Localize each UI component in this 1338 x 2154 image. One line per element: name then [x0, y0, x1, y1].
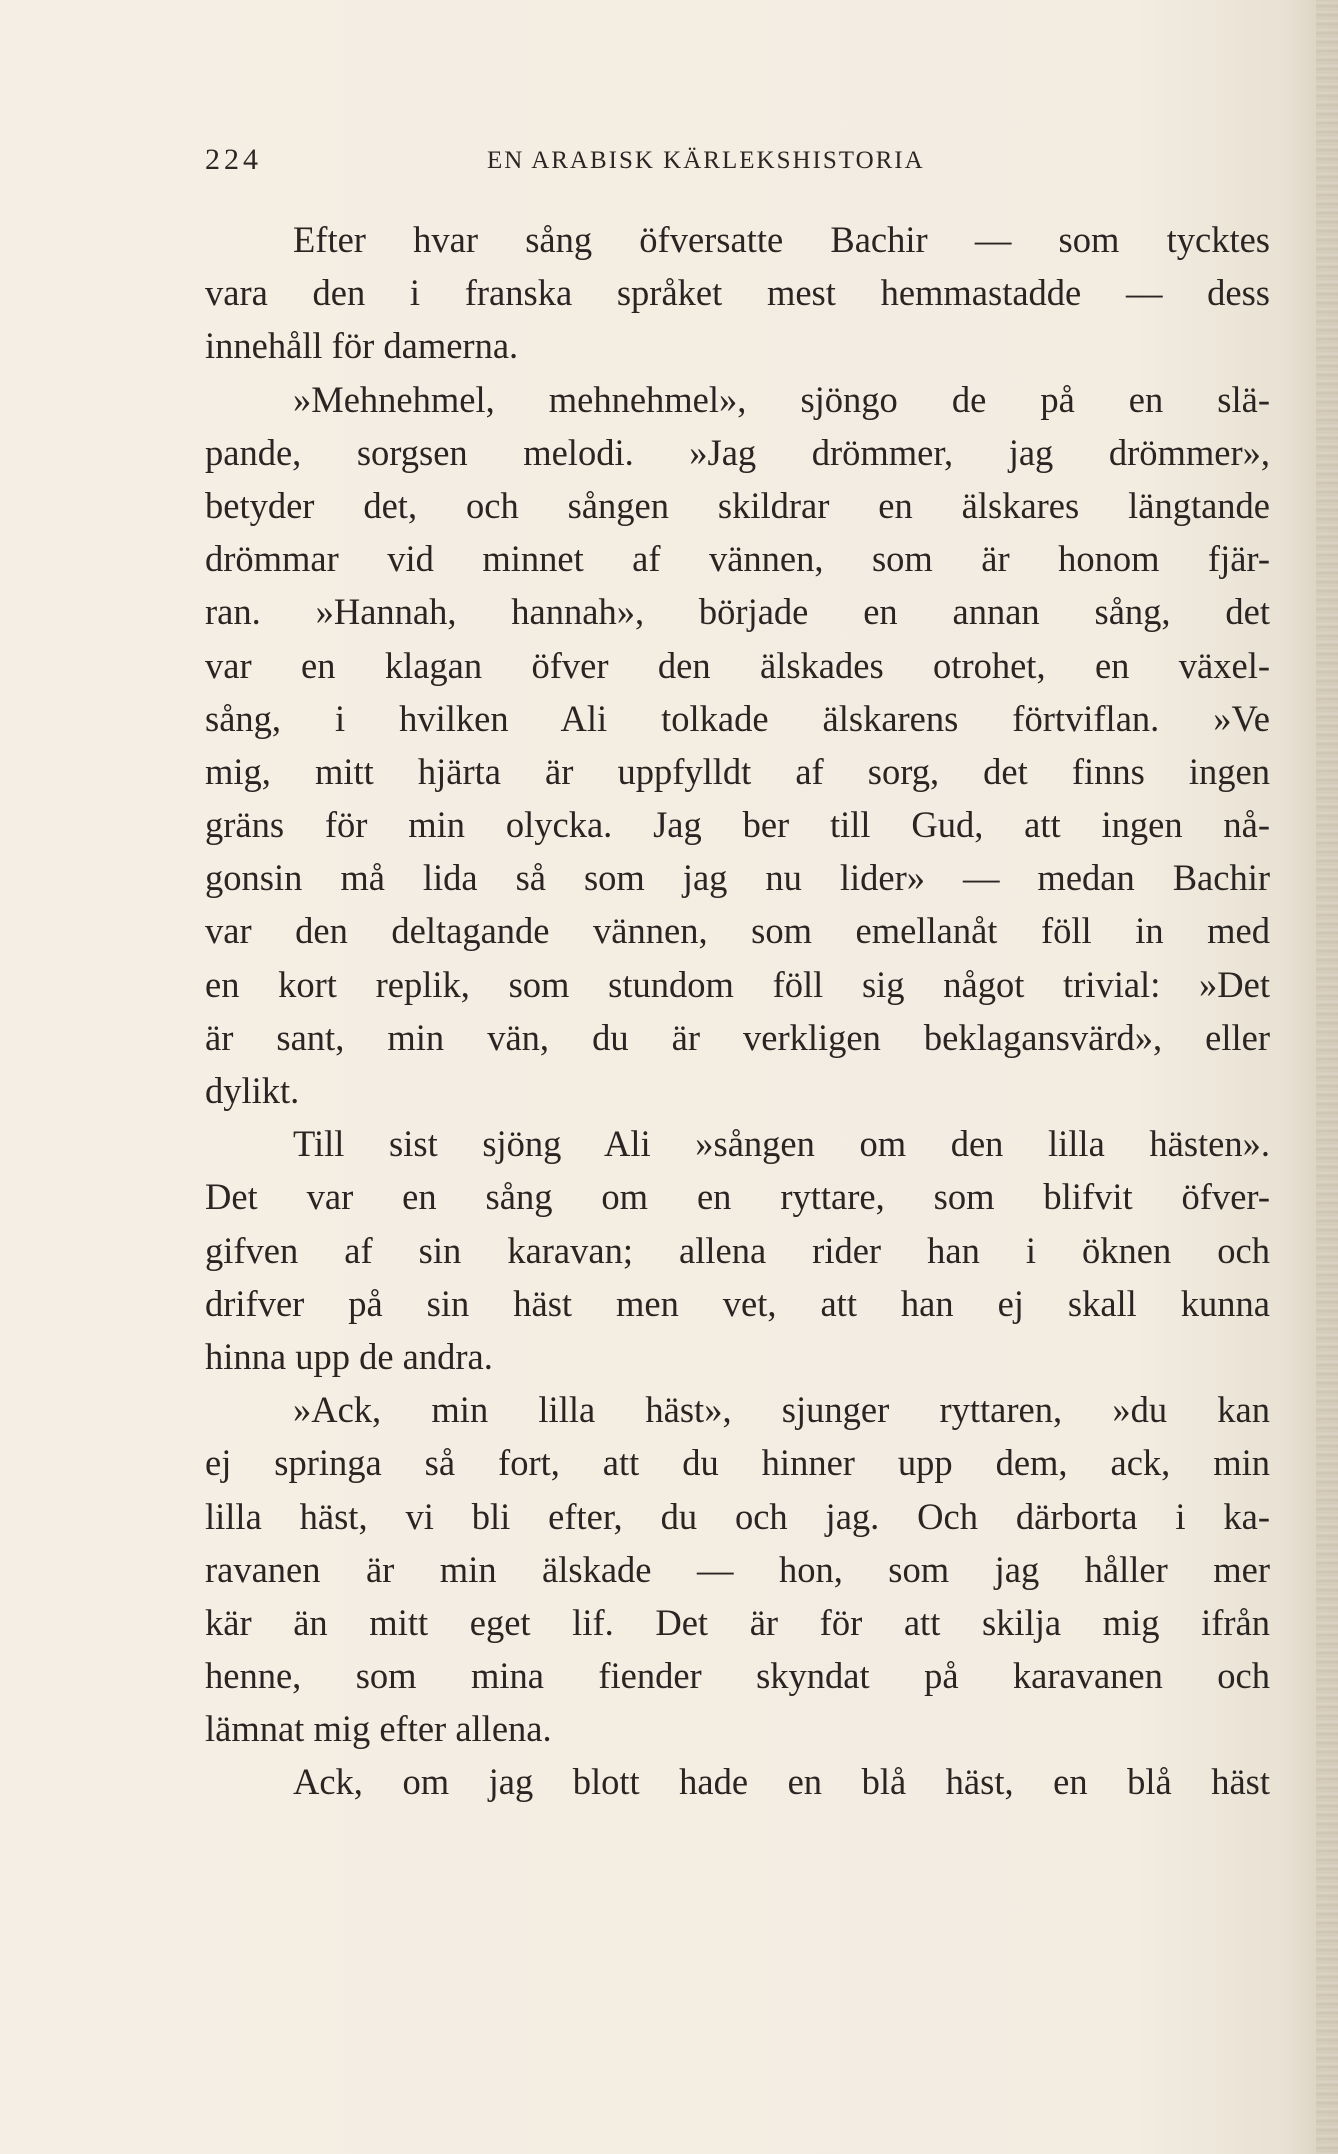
text-line: »Ack, min lilla häst», sjunger ryttaren, »du kan [293, 1389, 1270, 1431]
text-line: var en klagan öfver den älskades otrohet, en växel- [205, 644, 1270, 686]
page-number: 224 [205, 143, 262, 176]
text-line: »Mehnehmel, mehnehmel», sjöngo de på en slä- [293, 378, 1270, 420]
text-line: lämnat mig efter allena. [205, 1708, 552, 1750]
page-edge [1316, 0, 1338, 2154]
text-line: ej springa så fort, att du hinner upp dem, ack, min [205, 1442, 1270, 1484]
text-line: sång, i hvilken Ali tolkade älskarens förtviflan. »Ve [205, 697, 1270, 739]
text-line: kär än mitt eget lif. Det är för att skilja mig ifrån [205, 1601, 1270, 1643]
text-line: betyder det, och sången skildrar en älskares längtande [205, 484, 1270, 526]
text-line: ran. »Hannah, hannah», började en annan sång, det [205, 591, 1270, 633]
text-line: vara den i franska språket mest hemmastadde — dess [205, 272, 1270, 314]
running-title: EN ARABISK KÄRLEKSHISTORIA [487, 147, 925, 174]
text-line: gifven af sin karavan; allena rider han i öknen och [205, 1229, 1270, 1271]
text-line: en kort replik, som stundom föll sig något trivial: »Det [205, 963, 1270, 1005]
text-line: gräns för min olycka. Jag ber till Gud, att ingen nå- [205, 804, 1270, 846]
text-line: Efter hvar sång öfversatte Bachir — som tycktes [293, 219, 1270, 260]
text-line: innehåll för damerna. [205, 325, 519, 367]
text-line: mig, mitt hjärta är uppfylldt af sorg, det finns ingen [205, 750, 1270, 792]
text-line: Det var en sång om en ryttare, som blifvit öfver- [205, 1176, 1270, 1218]
text-line: dylikt. [205, 1070, 300, 1111]
text-line: Ack, om jag blott hade en blå häst, en blå häst [293, 1761, 1270, 1803]
text-line: lilla häst, vi bli efter, du och jag. Och därborta i ka- [205, 1495, 1270, 1537]
text-line: drifver på sin häst men vet, att han ej skall kunna [205, 1282, 1270, 1324]
text-line: hinna upp de andra. [205, 1335, 493, 1377]
text-line: henne, som mina fiender skyndat på karavanen och [205, 1655, 1270, 1697]
text-line: ravanen är min älskade — hon, som jag håller mer [205, 1548, 1270, 1590]
text-line: gonsin må lida så som jag nu lider» — medan Bachir [205, 857, 1270, 899]
text-line: var den deltagande vännen, som emellanåt föll in med [205, 910, 1270, 952]
text-line: pande, sorgsen melodi. »Jag drömmer, jag drömmer», [205, 431, 1270, 473]
text-line: drömmar vid minnet af vännen, som är honom fjär- [205, 538, 1270, 580]
page-header [205, 143, 1270, 183]
body-text [205, 213, 1270, 1809]
text-line: Till sist sjöng Ali »sången om den lilla hästen». [293, 1123, 1270, 1165]
text-line: är sant, min vän, du är verkligen beklagansvärd», eller [205, 1016, 1270, 1058]
